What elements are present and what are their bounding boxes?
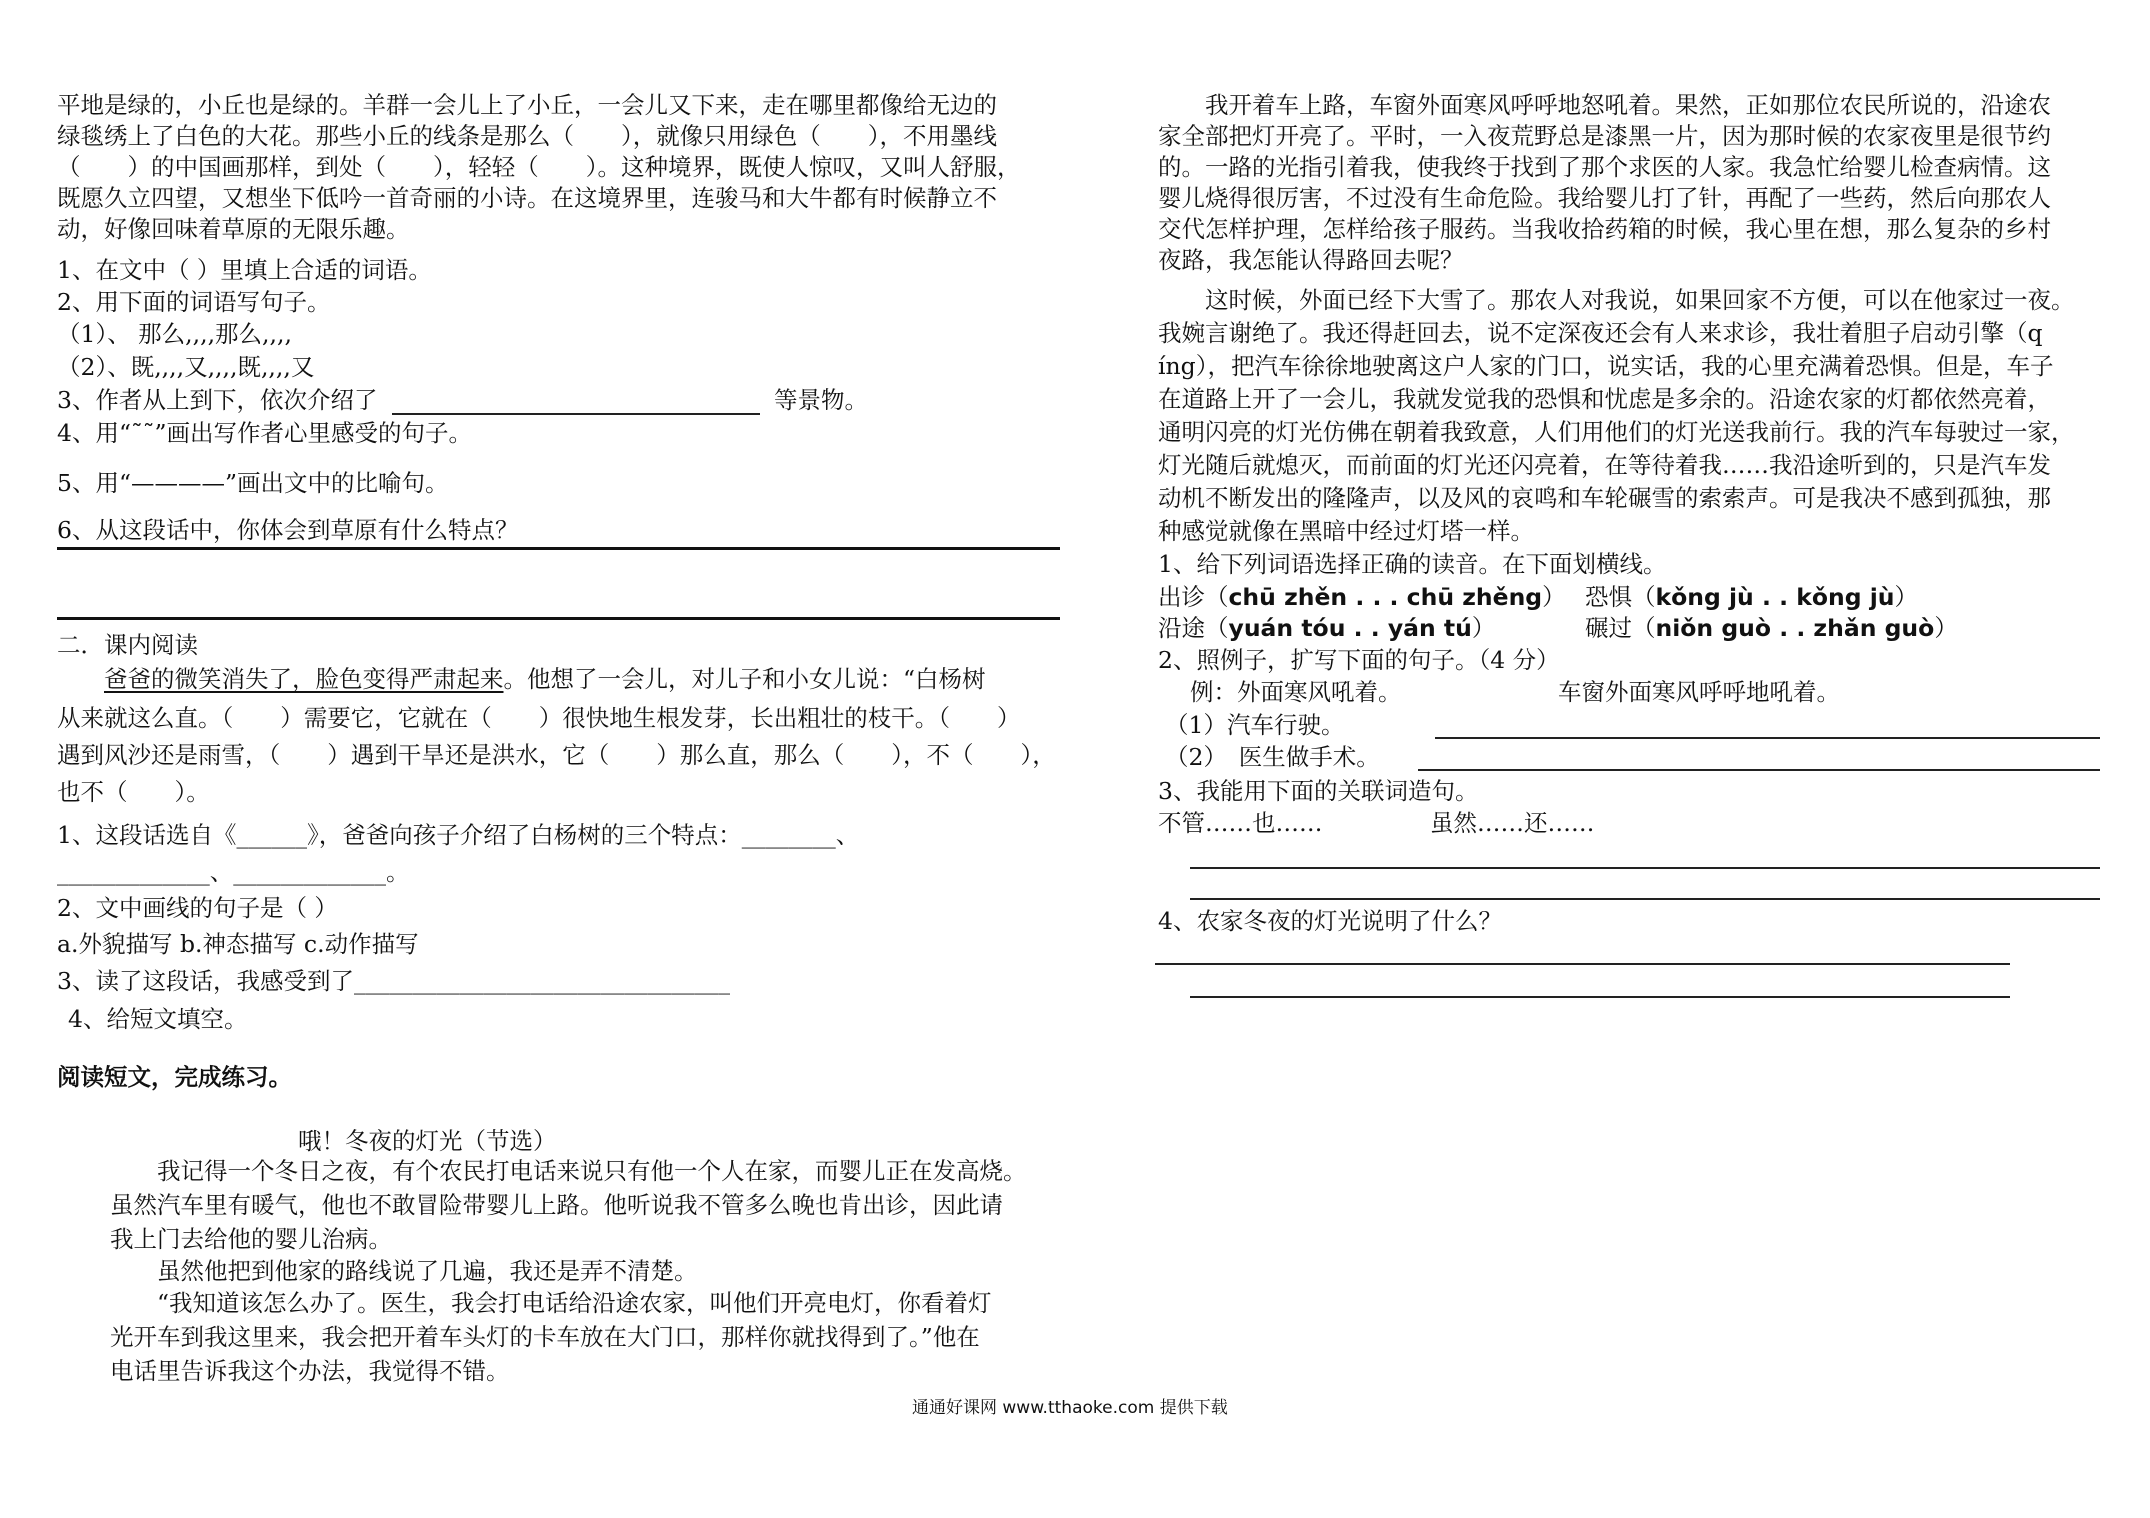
story-title: 哦！冬夜的灯光（节选） xyxy=(298,1127,557,1155)
story-line: 虽然汽车里有暖气，他也不敢冒险带婴儿上路。他听说我不管多么晚也肯出诊，因此请 xyxy=(110,1191,1003,1219)
underlined-sentence: 爸爸的微笑消失了，脸色变得严肃起来 xyxy=(104,665,504,693)
story-line: 我记得一个冬日之夜，有个农民打电话来说只有他一个人在家，而婴儿正在发高烧。 xyxy=(110,1157,1027,1185)
word-close: ） xyxy=(1894,583,1918,611)
right-question-1: 1、给下列词语选择正确的读音。在下面划横线。 xyxy=(1158,550,1667,578)
page-footer: 通通好课网 www.tthaoke.com 提供下载 xyxy=(912,1398,1228,1418)
passage-2-line: 遇到风沙还是雨雪，（ ）遇到干旱还是洪水，它（ ）那么直，那么（ ），不（ ）， xyxy=(57,741,1056,769)
story-line: 这时候，外面已经下大雪了。那农人对我说，如果回家不方便，可以在他家过一夜。 xyxy=(1158,286,2075,314)
story-line: 我开着车上路，车窗外面寒风呼呼地怒吼着。果然，正如那位农民所说的，沿途农 xyxy=(1158,91,2051,119)
story-line: 灯光随后就熄灭，而前面的灯光还闪亮着，在等待着我……我沿途听到的，只是汽车发 xyxy=(1158,451,2051,479)
story-line: 的。一路的光指引着我，使我终于找到了那个求医的人家。我急忙给婴儿检查病情。这 xyxy=(1158,153,2051,181)
reading-question-2-options: a.外貌描写 b.神态描写 c.动作描写 xyxy=(57,930,419,958)
reading-heading: 阅读短文，完成练习。 xyxy=(57,1063,292,1091)
story-line: “我知道该怎么办了。医生，我会打电话给沿途农家，叫他们开亮电灯，你看着灯 xyxy=(110,1289,992,1317)
story-line: 电话里告诉我这个办法，我觉得不错。 xyxy=(110,1357,510,1385)
answer-line[interactable] xyxy=(1190,996,2010,998)
question-2a: （1）、 那么,,,,那么,,,, xyxy=(57,320,292,348)
story-line: 家全部把灯开亮了。平时，一入夜荒野总是漆黑一片，因为那时候的农家夜里是很节约 xyxy=(1158,122,2051,150)
answer-line[interactable] xyxy=(1190,867,2100,869)
story-line: íng），把汽车徐徐地驶离这户人家的门口，说实话，我的心里充满着恐惧。但是，车子 xyxy=(1158,352,2054,380)
passage-1-line: 平地是绿的，小丘也是绿的。羊群一会儿上了小丘，一会儿又下来，走在哪里都像给无边的 xyxy=(57,91,997,119)
answer-line[interactable] xyxy=(1190,898,2100,900)
story-line: 我上门去给他的婴儿治病。 xyxy=(110,1225,392,1253)
pinyin-item-1 xyxy=(1158,582,1566,612)
word-label: 恐惧（ xyxy=(1585,583,1656,611)
story-line: 虽然他把到他家的路线说了几遍，我还是弄不清楚。 xyxy=(110,1257,698,1285)
passage-1-line: 绿毯绣上了白色的大花。那些小丘的线条是那么（ ），就像只用绿色（ ），不用墨线 xyxy=(57,122,997,150)
story-line: 交代怎样护理，怎样给孩子服药。当我收拾药箱的时候，我心里在想，那么复杂的乡村 xyxy=(1158,215,2051,243)
question-2b: （2）、既,,,,又,,,,既,,,,又 xyxy=(57,353,315,381)
reading-question-1: 1、这段话选自《______》，爸爸向孩子介绍了白杨树的三个特点：________、 xyxy=(57,821,860,849)
word-label: 碾过（ xyxy=(1585,614,1656,642)
right-question-2: 2、照例子，扩写下面的句子。（4 分） xyxy=(1158,646,1560,674)
reading-question-4: 4、给短文填空。 xyxy=(68,1005,248,1033)
pinyin-item-2 xyxy=(1585,582,1918,612)
passage-1-line: 既愿久立四望，又想坐下低吟一首奇丽的小诗。在这境界里，连骏马和大牛都有时候静立不 xyxy=(57,184,997,212)
question-2: 2、用下面的词语写句子。 xyxy=(57,288,331,316)
answer-line[interactable] xyxy=(1435,737,2100,739)
right-question-4: 4、农家冬夜的灯光说明了什么？ xyxy=(1158,907,1502,935)
example-sentence: 例：外面寒风吼着。 xyxy=(1190,678,1402,706)
story-line: 婴儿烧得很厉害，不过没有生命危险。我给婴儿打了针，再配了一些药，然后向那农人 xyxy=(1158,184,2051,212)
passage-2-indent xyxy=(57,665,104,693)
question-1: 1、在文中（ ）里填上合适的词语。 xyxy=(57,256,432,284)
story-line: 种感觉就像在黑暗中经过灯塔一样。 xyxy=(1158,517,1534,545)
conjunction-1: 不管……也…… xyxy=(1158,809,1323,837)
answer-line[interactable] xyxy=(1418,769,2100,771)
passage-2-continued: 。他想了一会儿，对儿子和小女儿说：“白杨树 xyxy=(503,665,986,693)
story-line: 夜路，我怎能认得路回去呢？ xyxy=(1158,246,1464,274)
section-2-heading: 二．课内阅读 xyxy=(57,631,198,659)
reading-question-1-cont: _____________、_____________。 xyxy=(57,858,410,886)
question-3-start: 3、作者从上到下，依次介绍了 xyxy=(57,386,378,414)
word-close: ） xyxy=(1471,614,1496,642)
story-line: 通明闪亮的灯光仿佛在朝着我致意，人们用他们的灯光送我前行。我的汽车每驶过一家， xyxy=(1158,418,2075,446)
reading-question-3: 3、读了这段话，我感受到了________________________________ xyxy=(57,967,730,995)
example-expanded: 车窗外面寒风呼呼地吼着。 xyxy=(1558,678,1840,706)
story-line: 我婉言谢绝了。我还得赶回去，说不定深夜还会有人来求诊，我壮着胆子启动引擎（q xyxy=(1158,319,2043,347)
section-divider xyxy=(57,547,1060,550)
story-line: 动机不断发出的隆隆声，以及风的哀鸣和车轮碾雪的索索声。可是我决不感到孤独，那 xyxy=(1158,484,2051,512)
story-line: 光开车到我这里来，我会把开着车头灯的卡车放在大门口，那样你就找得到了。”他在 xyxy=(110,1323,980,1351)
section-divider xyxy=(57,617,1060,620)
right-question-3: 3、我能用下面的关联词造句。 xyxy=(1158,777,1479,805)
passage-1-line: （ ）的中国画那样，到处（ ），轻轻（ ）。这种境界，既使人惊叹，又叫人舒服， xyxy=(57,153,1021,181)
word-close: ） xyxy=(1934,614,1958,642)
question-5: 5、用“————”画出文中的比喻句。 xyxy=(57,469,449,497)
conjunction-2: 虽然……还…… xyxy=(1430,809,1595,837)
word-label: 出诊（ xyxy=(1158,583,1229,611)
question-3-end: 等景物。 xyxy=(774,386,868,414)
passage-1-line: 动，好像回味着草原的无限乐趣。 xyxy=(57,215,410,243)
expand-item-2: （2） 医生做手术。 xyxy=(1165,743,1380,771)
answer-line[interactable] xyxy=(1155,963,2010,965)
question-6: 6、从这段话中，你体会到草原有什么特点？ xyxy=(57,516,519,544)
passage-2-line: 也不（ ）。 xyxy=(57,778,210,806)
passage-2-line xyxy=(57,664,986,694)
word-close: ） xyxy=(1542,583,1566,611)
pinyin-options[interactable]: kǒng jù . . kǒng jù xyxy=(1655,583,1895,611)
story-line: 在道路上开了一会儿，我就发觉我的恐惧和忧虑是多余的。沿途农家的灯都依然亮着， xyxy=(1158,385,2051,413)
answer-line[interactable] xyxy=(392,413,760,415)
word-label: 沿途（ xyxy=(1158,614,1229,642)
pinyin-item-4 xyxy=(1585,613,1958,643)
pinyin-options[interactable]: yuán tóu . . yán tú xyxy=(1228,614,1472,642)
pinyin-options[interactable]: chū zhěn . . . chū zhěng xyxy=(1228,583,1543,611)
pinyin-item-3 xyxy=(1158,613,1495,643)
expand-item-1: （1）汽车行驶。 xyxy=(1165,711,1345,739)
question-4: 4、用“˜˜”画出写作者心里感受的句子。 xyxy=(57,419,472,447)
passage-2-line: 从来就这么直。（ ）需要它，它就在（ ）很快地生根发芽，长出粗壮的枝干。（ ） xyxy=(57,704,1021,732)
reading-question-2: 2、文中画线的句子是（ ） xyxy=(57,894,338,922)
pinyin-options[interactable]: niǒn guò . . zhǎn guò xyxy=(1655,614,1935,642)
